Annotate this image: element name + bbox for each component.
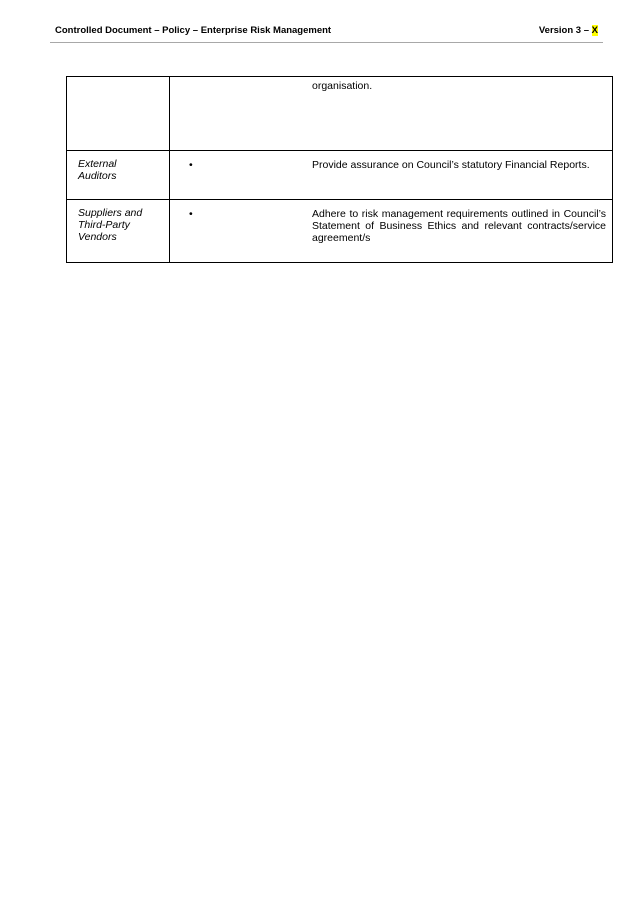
role-label-line: Vendors (78, 231, 117, 243)
bullet-item (170, 200, 612, 250)
role-cell (67, 77, 170, 151)
table-row (67, 151, 613, 200)
role-cell (67, 151, 170, 200)
description-cell (170, 151, 613, 200)
description-text: Provide assurance on Council’s statutory Financial Reports. (312, 159, 590, 171)
role-label-line: Third-Party (78, 219, 130, 231)
version-highlight: X (591, 25, 598, 36)
document-title: Controlled Document – Policy – Enterprise Risk Management (55, 25, 332, 36)
document-version (539, 25, 598, 36)
role-label-line: Auditors (78, 170, 117, 182)
role-cell (67, 200, 170, 263)
responsibilities-table (66, 76, 613, 263)
description-text: organisation. (312, 80, 373, 92)
bullet-icon: • (189, 159, 193, 171)
description-cell (170, 77, 613, 151)
header-divider (50, 42, 603, 43)
version-label: Version 3 – (538, 25, 592, 36)
table-row (67, 77, 613, 151)
role-label-line: External (78, 158, 117, 170)
role-label-line: Suppliers and (78, 207, 143, 219)
description-cell (170, 200, 613, 263)
bullet-item (170, 151, 612, 177)
bullet-icon: • (189, 208, 193, 220)
page-header (55, 25, 598, 39)
table-row (67, 200, 613, 263)
description-text: Adhere to risk management requirements outlined in Council’s Statement of Business Ethics and relevant contracts/service agreement/s (312, 208, 606, 244)
